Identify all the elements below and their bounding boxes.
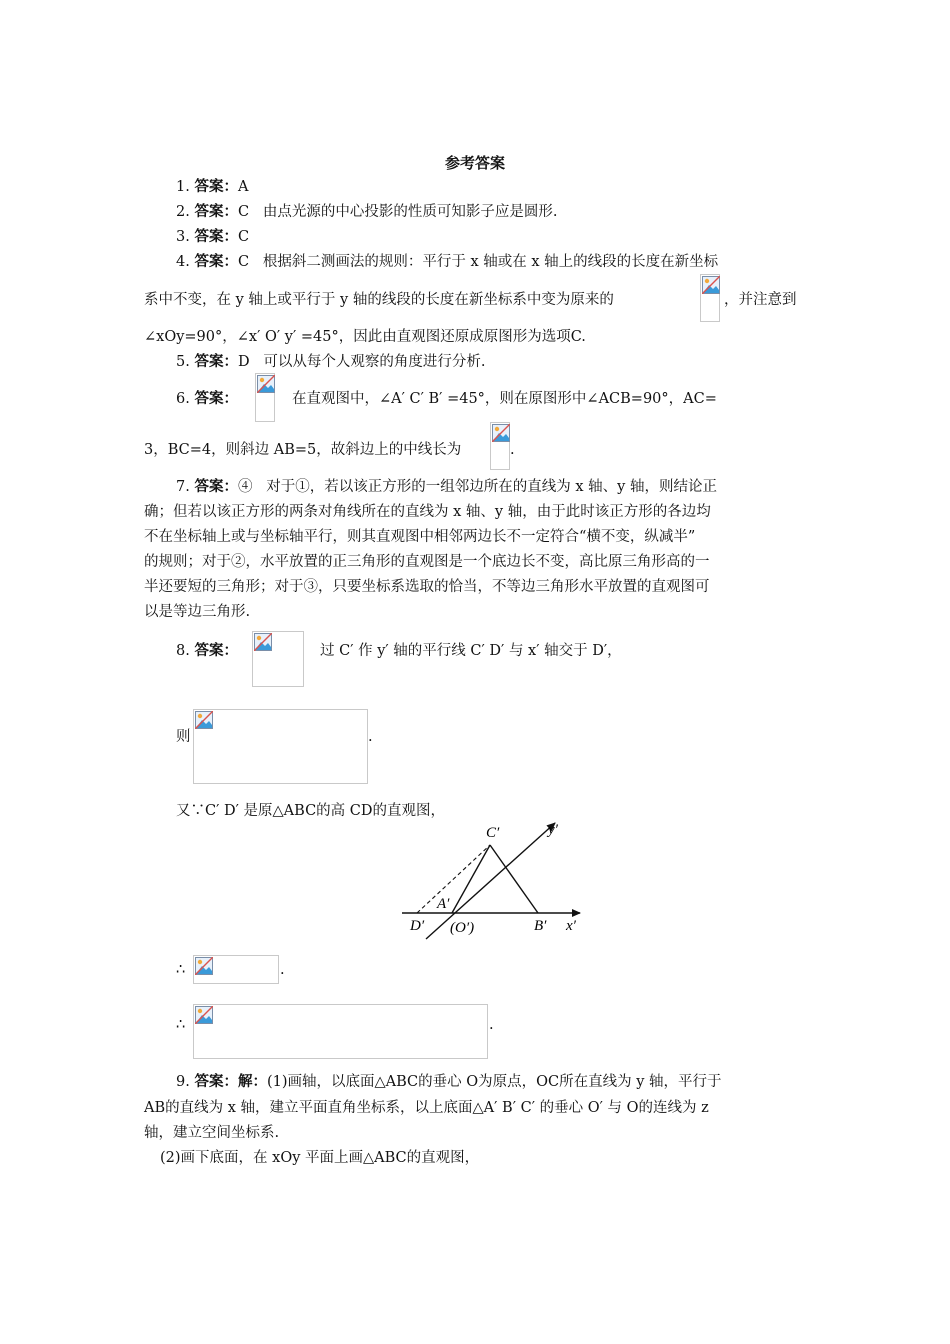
answer-value: A [237, 179, 249, 195]
answer-label: 答案： [194, 203, 238, 220]
explanation-text: 在直观图中，∠A′ C′ B′ =45°，则在原图形中∠ACB=90°，AC= [292, 391, 717, 407]
ze-label: 则 [176, 729, 191, 745]
solution-label: 解： [237, 1073, 267, 1090]
answer-value: C [237, 254, 250, 270]
question-number: 2. [176, 204, 190, 220]
answer-value: ④ [237, 479, 253, 495]
period: . [368, 729, 373, 745]
period: . [280, 962, 285, 978]
explanation-text: 可以从每个人观察的角度进行分析. [263, 354, 486, 370]
question-number: 8. [176, 643, 190, 659]
oblique-triangle-figure [398, 815, 598, 940]
answer-1 [176, 177, 248, 197]
answer-7-line-3: 不在坐标轴上或与坐标轴平行，则其直观图中相邻两边长不一定符合“横不变，纵减半” [144, 529, 696, 545]
label-d: D′ [410, 918, 425, 934]
answer-9 [176, 1072, 722, 1092]
question-number: 6. [176, 391, 190, 407]
answer-9-line-2: AB的直线为 x 轴，建立平面直角坐标系，以上底面△A′ B′ C′ 的垂心 O′ 与 O的连线为 z [144, 1100, 709, 1116]
broken-image-icon [490, 422, 510, 470]
answer-label: 答案： [194, 1073, 238, 1090]
image-placeholder-icon [257, 375, 275, 393]
question-number: 5. [176, 354, 190, 370]
dashed-height-line [417, 845, 490, 913]
answer-value: C [237, 204, 250, 220]
answer-value: D [237, 354, 250, 370]
broken-image-icon [252, 631, 304, 687]
question-number: 9. [176, 1074, 190, 1090]
answer-9-line-3: 轴，建立空间坐标系. [144, 1125, 280, 1141]
answer-6-line-2-end [510, 440, 515, 460]
label-x: x′ [566, 918, 576, 934]
answer-label: 答案： [194, 178, 238, 195]
answer-4-line-2-end [724, 290, 797, 310]
answer-7-line-4: 的规则；对于②，水平放置的正三角形的直观图是一个底边长不变，高比原三角形高的一 [144, 554, 710, 570]
explanation-text: ∠xOy=90°，∠x′ O′ y′ =45°，因此由直观图还原成原图形为选项C. [144, 329, 586, 345]
label-o: (O′) [450, 920, 475, 936]
answer-2 [176, 202, 558, 222]
page-title: 参考答案 [444, 154, 505, 172]
answer-8 [176, 641, 238, 661]
image-placeholder-icon [195, 711, 213, 729]
image-placeholder-icon [702, 276, 720, 294]
explanation-text: ，并注意到 [724, 292, 797, 308]
answer-label: 答案： [194, 642, 238, 659]
side-ac [452, 845, 490, 913]
answer-label: 答案： [194, 353, 238, 370]
explanation-text: (1)画轴，以底面△ABC的垂心 O为原点，OC所在直线为 y 轴，平行于 [266, 1074, 722, 1090]
explanation-text: 系中不变，在 y 轴上或平行于 y 轴的线段的长度在新坐标系中变为原来的 [144, 292, 614, 308]
answer-6 [176, 389, 238, 409]
answer-6-line-2 [144, 440, 461, 460]
answer-7 [176, 477, 717, 497]
answer-7-line-5: 半还要短的三角形；对于③，只要坐标系选取的恰当，不等边三角形水平放置的直观图可 [144, 579, 710, 595]
answer-label: 答案： [194, 228, 238, 245]
therefore-sign: ∴ [176, 962, 186, 978]
answer-9-line-4: (2)画下底面，在 xOy 平面上画△ABC的直观图， [160, 1150, 480, 1166]
image-placeholder-icon [195, 957, 213, 975]
answer-4-line-3 [144, 327, 586, 347]
answer-label: 答案： [194, 478, 238, 495]
side-cb [490, 845, 538, 913]
answer-label: 答案： [194, 390, 238, 407]
answer-5 [176, 352, 486, 372]
question-number: 4. [176, 254, 190, 270]
question-number: 7. [176, 479, 190, 495]
label-a: A′ [437, 896, 450, 912]
broken-image-icon [700, 274, 720, 322]
question-number: 1. [176, 179, 190, 195]
label-y: y′ [548, 822, 558, 838]
broken-image-icon [193, 955, 279, 984]
explanation-text: 对于①，若以该正方形的一组邻边所在的直线为 x 轴、y 轴，则结论正 [266, 479, 717, 495]
therefore-sign: ∴ [176, 1017, 186, 1033]
question-number: 3. [176, 229, 190, 245]
answer-6-line-1 [292, 389, 717, 409]
you-line: 又∵C′ D′ 是原△ABC的高 CD的直观图， [176, 803, 445, 819]
answer-value: C [237, 229, 250, 245]
period: . [510, 442, 515, 458]
answer-4 [176, 252, 718, 272]
answer-7-line-6: 以是等边三角形. [144, 604, 251, 620]
explanation-text: 3，BC=4，则斜边 AB=5，故斜边上的中线长为 [144, 442, 462, 458]
explanation-text: 由点光源的中心投影的性质可知影子应是圆形. [262, 204, 558, 220]
explanation-text: 根据斜二测画法的规则：平行于 x 轴或在 x 轴上的线段的长度在新坐标 [262, 254, 719, 270]
label-c: C′ [486, 825, 500, 841]
period: . [489, 1017, 494, 1033]
broken-image-icon [193, 1004, 488, 1059]
label-b: B′ [534, 918, 547, 934]
answer-4-line-2 [144, 290, 614, 310]
answer-3 [176, 227, 249, 247]
broken-image-icon [255, 373, 275, 422]
image-placeholder-icon [254, 633, 272, 651]
answer-7-line-2: 确；但若以该正方形的两条对角线所在的直线为 x 轴、y 轴，由于此时该正方形的各边均 [144, 504, 711, 520]
answer-8-line-1: 过 C′ 作 y′ 轴的平行线 C′ D′ 与 x′ 轴交于 D′， [320, 643, 622, 659]
broken-image-icon [193, 709, 368, 784]
image-placeholder-icon [492, 424, 510, 442]
answer-label: 答案： [194, 253, 238, 270]
image-placeholder-icon [195, 1006, 213, 1024]
